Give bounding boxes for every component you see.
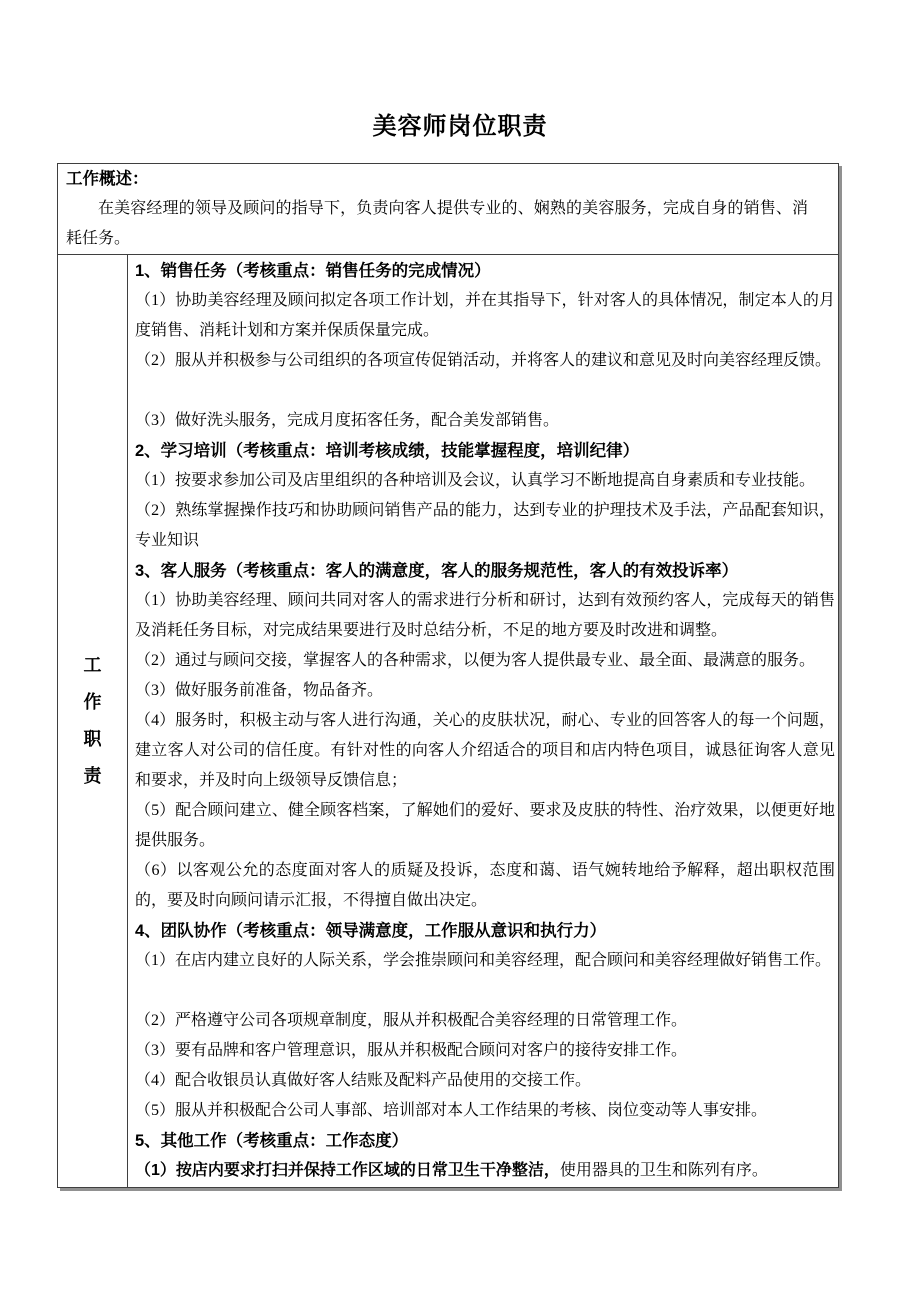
job-description-table: [57, 163, 839, 1188]
duty-item: （5）配合顾问建立、健全顾客档案，了解她们的爱好、要求及皮肤的特性、治疗效果，以便更好地提供服务。: [135, 802, 835, 849]
overview-text: 在美容经理的领导及顾问的指导下，负责向客人提供专业的、娴熟的美容服务，完成自身的销售、消耗任务。: [66, 200, 808, 247]
duty-item-regular-part: 使用器具的卫生和陈列有序。: [559, 1162, 768, 1179]
duty-section-heading: 4、团队协作（考核重点：领导满意度，工作服从意识和执行力）: [135, 922, 607, 940]
duty-section-heading: 5、其他工作（考核重点：工作态度）: [135, 1132, 409, 1150]
duties-header-label: [84, 647, 102, 795]
duty-item: （6）以客观公允的态度面对客人的质疑及投诉，态度和蔼、语气婉转地给予解释，超出职权范围的，要及时向顾问请示汇报，不得擅自做出决定。: [135, 862, 835, 909]
duties-header-char: 责: [83, 766, 102, 786]
duty-item: [135, 1156, 835, 1186]
overview-label: 工作概述：: [66, 170, 149, 188]
duty-item: （2）严格遵守公司各项规章制度，服从并积极配合美容经理的日常管理工作。: [135, 1012, 688, 1029]
duty-item: （1）协助美容经理及顾问拟定各项工作计划，并在其指导下，针对客人的具体情况，制定本人的月度销售、消耗计划和方案并保质保量完成。: [135, 292, 835, 339]
duty-item: [135, 376, 835, 406]
overview-section: [58, 164, 838, 255]
page-title: 美容师岗位职责: [372, 113, 548, 140]
duty-item: （3）要有品牌和客户管理意识，服从并积极配合顾问对客户的接待安排工作。: [135, 1042, 688, 1059]
duty-section-heading: 3、客人服务（考核重点：客人的满意度，客人的服务规范性，客人的有效投诉率）: [135, 562, 739, 580]
duty-item: （2）熟练掌握操作技巧和协助顾问销售产品的能力，达到专业的护理技术及手法，产品配套知识，专业知识: [135, 502, 835, 549]
duty-item: （4）配合收银员认真做好客人结账及配料产品使用的交接工作。: [135, 1072, 592, 1089]
duty-item: （3）做好洗头服务，完成月度拓客任务，配合美发部销售。: [135, 412, 560, 429]
duty-item: （1）按要求参加公司及店里组织的各种培训及会议，认真学习不断地提高自身素质和专业技能。: [135, 472, 816, 489]
duty-item: （2）服从并积极参与公司组织的各项宣传促销活动，并将客人的建议和意见及时向美容经理反馈。: [135, 352, 832, 369]
duty-item: （5）服从并积极配合公司人事部、培训部对本人工作结果的考核、岗位变动等人事安排。: [135, 1102, 768, 1119]
duty-item-bold-part: （1）按店内要求打扫并保持工作区域的日常卫生干净整洁，: [135, 1162, 560, 1179]
duty-item: （1）在店内建立良好的人际关系，学会推崇顾问和美容经理，配合顾问和美容经理做好销售工作。: [135, 952, 832, 969]
duties-header-char: 作: [83, 692, 102, 712]
duty-section-heading: 1、销售任务（考核重点：销售任务的完成情况）: [135, 262, 491, 280]
duties-header-char: 工: [83, 655, 102, 675]
duties-content-cell: [128, 255, 838, 1187]
duties-header-cell: [58, 255, 128, 1187]
duty-item: （1）协助美容经理、顾问共同对客人的需求进行分析和研讨，达到有效预约客人，完成每天的销售及消耗任务目标，对完成结果要进行及时总结分析，不足的地方要及时改进和调整。: [135, 592, 835, 639]
duties-header-char: 职: [83, 729, 102, 749]
duty-item: （4）服务时，积极主动与客人进行沟通，关心的皮肤状况，耐心、专业的回答客人的每一个问题，建立客人对公司的信任度。有针对性的向客人介绍适合的项目和店内特色项目，诚恳征询客人意见和要求，并及时向上级领导反馈信息；: [135, 712, 835, 789]
duties-section: [58, 255, 838, 1187]
duty-item: [135, 976, 835, 1006]
duty-section-heading: 2、学习培训（考核重点：培训考核成绩，技能掌握程度，培训纪律）: [135, 442, 640, 460]
duty-item: （3）做好服务前准备，物品备齐。: [135, 682, 384, 699]
duty-item: （2）通过与顾问交接，掌握客人的各种需求，以便为客人提供最专业、最全面、最满意的服务。: [135, 652, 816, 669]
